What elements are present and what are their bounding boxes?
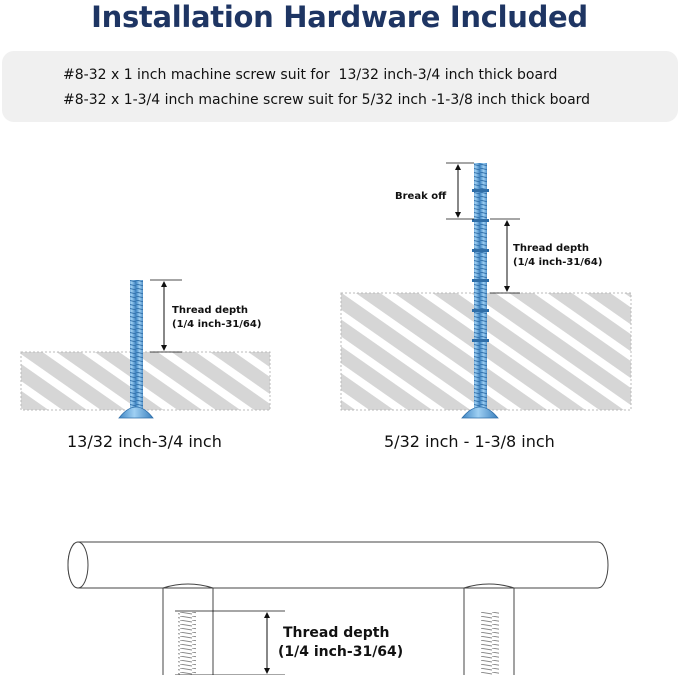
info-line-2: #8-32 x 1-3/4 inch machine screw suit for 5/32 inch -1-3/8 inch thick board: [63, 92, 591, 108]
info-line-1: #8-32 x 1 inch machine screw suit for 13/32 inch-3/4 inch thick board: [63, 67, 558, 83]
right-thread-label-2: (1/4 inch-31/64): [513, 257, 603, 268]
left-board: [21, 352, 270, 410]
handle-bar: [68, 542, 608, 588]
handle-thread-label-1: Thread depth: [283, 625, 390, 641]
left-thread-label-2: (1/4 inch-31/64): [172, 319, 262, 330]
page-title: Installation Hardware Included: [91, 0, 588, 34]
break-off-label: Break off: [395, 191, 447, 202]
left-thread-label-1: Thread depth: [172, 305, 249, 316]
right-screw-diagram: [341, 163, 631, 418]
left-screw-diagram: [21, 280, 270, 418]
handle-thread-label-2: (1/4 inch-31/64): [278, 644, 404, 660]
left-screw-shank: [130, 280, 143, 412]
right-thread-label-1: Thread depth: [513, 243, 590, 254]
right-caption: 5/32 inch - 1-3/8 inch: [384, 432, 555, 451]
left-caption: 13/32 inch-3/4 inch: [67, 432, 222, 451]
right-screw-shank: [474, 163, 487, 412]
